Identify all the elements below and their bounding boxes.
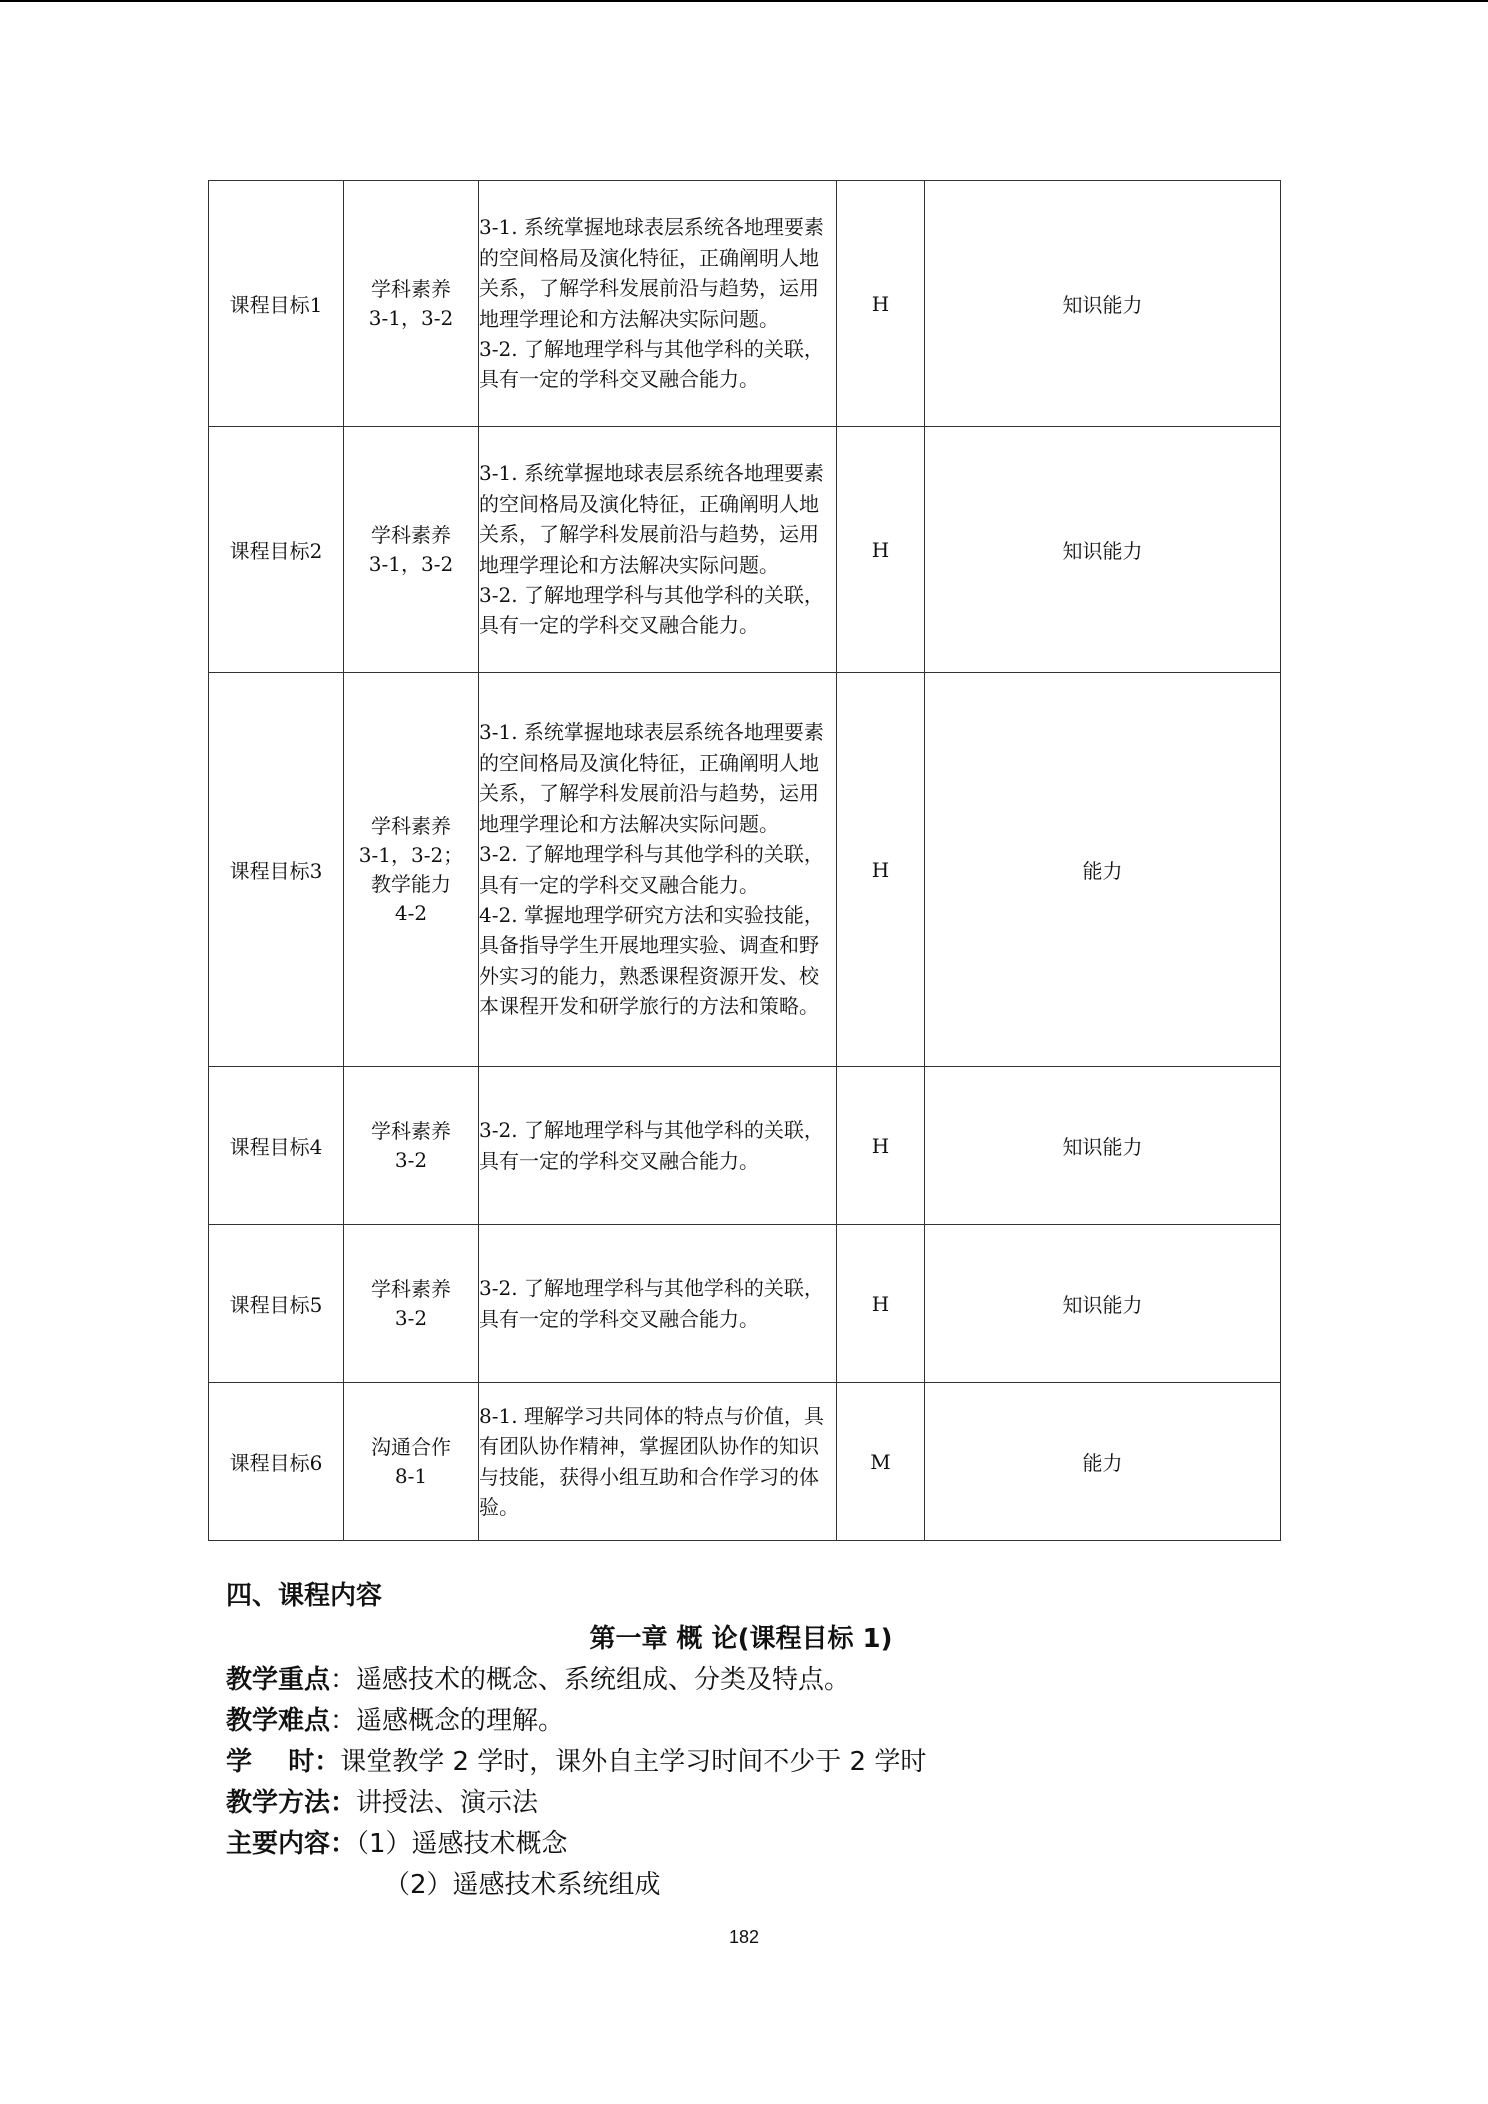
key-points-label: 教学重点	[226, 1665, 331, 1695]
indicator-line: 学科素养	[371, 522, 451, 547]
support-level-cell: H	[837, 1225, 925, 1383]
goal-type-cell: 能力	[925, 673, 1281, 1067]
requirement-paragraph: 3-2. 了解地理学科与其他学科的关联，具有一定的学科交叉融合能力。	[479, 1276, 824, 1331]
requirement-paragraph: 4-2. 掌握地理学研究方法和实验技能，具备指导学生开展地理实验、调查和野外实习的能力，熟悉课程资源开发、校本课程开发和研学旅行的方法和策略。	[479, 902, 824, 1019]
course-goal-cell: 课程目标5	[209, 1225, 344, 1383]
indicator-cell	[344, 427, 479, 673]
chapter-title: 第一章 概 论(课程目标 1)	[589, 1624, 893, 1654]
table-row	[209, 1383, 1281, 1541]
objectives-table	[208, 180, 1281, 1541]
requirement-paragraph: 3-2. 了解地理学科与其他学科的关联，具有一定的学科交叉融合能力。	[479, 842, 824, 897]
course-goal-cell: 课程目标2	[209, 427, 344, 673]
course-content-section	[226, 1574, 1286, 1906]
objectives-table-body	[209, 181, 1281, 1541]
indicator-line: 4-2	[394, 900, 428, 925]
table-row	[209, 1225, 1281, 1383]
difficulty-label: 教学难点	[226, 1706, 331, 1736]
indicator-line: 学科素养	[371, 1276, 451, 1301]
main-content-label: 主要内容：	[226, 1829, 357, 1859]
goal-type-cell: 知识能力	[925, 181, 1281, 427]
indicator-line: 3-2	[394, 1305, 428, 1330]
method-text: 讲授法、演示法	[356, 1788, 539, 1818]
support-level-cell: H	[837, 181, 925, 427]
indicator-line: 学科素养	[371, 813, 451, 838]
table-row	[209, 1067, 1281, 1225]
support-level-cell: H	[837, 673, 925, 1067]
course-goal-cell: 课程目标1	[209, 181, 344, 427]
indicator-line: 3-1，3-2；	[358, 842, 464, 867]
table-row	[209, 427, 1281, 673]
indicator-cell	[344, 1225, 479, 1383]
indicator-line: 8-1	[394, 1463, 428, 1488]
requirement-cell	[479, 181, 837, 427]
requirement-cell	[479, 1067, 837, 1225]
main-content-item: （2）遥感技术系统组成	[384, 1870, 661, 1900]
difficulty-text: ：遥感概念的理解。	[330, 1706, 565, 1736]
requirement-paragraph: 3-1. 系统掌握地球表层系统各地理要素的空间格局及演化特征，正确阐明人地关系，了解学科发展前沿与趋势，运用地理学理论和方法解决实际问题。	[479, 215, 824, 331]
requirement-cell	[479, 1225, 837, 1383]
indicator-line: 3-2	[394, 1147, 428, 1172]
indicator-cell	[344, 181, 479, 427]
goal-type-cell: 能力	[925, 1383, 1281, 1541]
requirement-paragraph: 3-2. 了解地理学科与其他学科的关联，具有一定的学科交叉融合能力。	[479, 336, 824, 392]
support-level-cell: H	[837, 1067, 925, 1225]
page-number: 182	[728, 1927, 760, 1947]
goal-type-cell: 知识能力	[925, 427, 1281, 673]
hours-text: 课堂教学 2 学时，课外自主学习时间不少于 2 学时	[340, 1747, 927, 1777]
indicator-line: 3-1，3-2	[368, 551, 454, 576]
indicator-cell	[344, 1383, 479, 1541]
course-goal-cell: 课程目标4	[209, 1067, 344, 1225]
main-content-line	[226, 1824, 1286, 1865]
support-level-cell: H	[837, 427, 925, 673]
key-points-text: ：遥感技术的概念、系统组成、分类及特点。	[330, 1665, 851, 1695]
indicator-line: 3-1，3-2	[368, 305, 454, 330]
course-goal-cell: 课程目标6	[209, 1383, 344, 1541]
table-row	[209, 181, 1281, 427]
goal-type-cell: 知识能力	[925, 1225, 1281, 1383]
indicator-line: 学科素养	[371, 276, 451, 301]
requirement-cell	[479, 673, 837, 1067]
table-row	[209, 673, 1281, 1067]
requirement-paragraph: 3-2. 了解地理学科与其他学科的关联，具有一定的学科交叉融合能力。	[479, 1118, 824, 1173]
method-line	[226, 1783, 1286, 1824]
main-content-item: （1）遥感技术概念	[356, 1829, 568, 1859]
indicator-line: 教学能力	[371, 871, 451, 896]
key-points-line	[226, 1660, 1286, 1701]
requirement-paragraph: 8-1. 理解学习共同体的特点与价值，具有团队协作精神，掌握团队协作的知识与技能，获得小组互助和合作学习的体验。	[479, 1403, 824, 1519]
method-label: 教学方法：	[226, 1788, 357, 1818]
course-goal-cell: 课程目标3	[209, 673, 344, 1067]
requirement-paragraph: 3-1. 系统掌握地球表层系统各地理要素的空间格局及演化特征，正确阐明人地关系，了解学科发展前沿与趋势，运用地理学理论和方法解决实际问题。	[479, 461, 824, 577]
section-title: 四、课程内容	[226, 1581, 383, 1611]
requirement-cell	[479, 1383, 837, 1541]
indicator-line: 学科素养	[371, 1118, 451, 1143]
goal-type-cell: 知识能力	[925, 1067, 1281, 1225]
indicator-line: 沟通合作	[371, 1434, 451, 1459]
support-level-cell: M	[837, 1383, 925, 1541]
hours-line	[226, 1742, 1286, 1783]
requirement-paragraph: 3-1. 系统掌握地球表层系统各地理要素的空间格局及演化特征，正确阐明人地关系，了解学科发展前沿与趋势，运用地理学理论和方法解决实际问题。	[479, 720, 824, 836]
main-content-line	[226, 1865, 1286, 1906]
indicator-cell	[344, 673, 479, 1067]
indicator-cell	[344, 1067, 479, 1225]
requirement-cell	[479, 427, 837, 673]
difficulty-line	[226, 1701, 1286, 1742]
requirement-paragraph: 3-2. 了解地理学科与其他学科的关联，具有一定的学科交叉融合能力。	[479, 582, 824, 638]
hours-label: 学 时：	[226, 1747, 341, 1777]
